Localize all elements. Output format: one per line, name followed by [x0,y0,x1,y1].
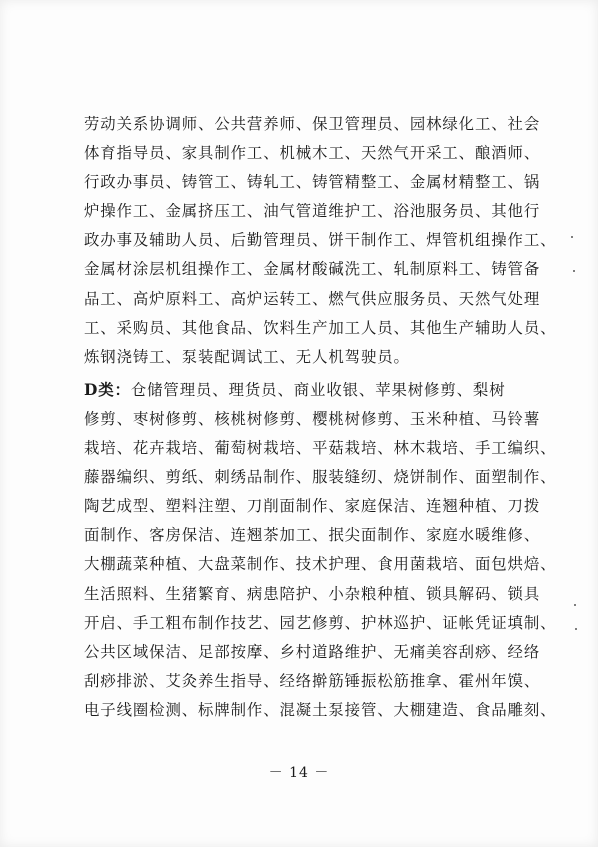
text-line: 大棚蔬菜种植、大盘菜制作、技术护理、食用菌栽培、面包烘焙、 [84,555,557,574]
text-line: 炉操作工、金属挤压工、油气管道维护工、浴池服务员、其他行 [84,202,541,221]
scan-speck [571,236,573,238]
page-number: － 14 － [268,765,330,781]
document-body [84,110,557,725]
scan-speck [575,628,577,630]
d-section-first-line [84,376,544,405]
text-line: 体育指导员、家具制作工、机械木工、天然气开采工、酿酒师、 [84,144,541,163]
text-line: 工、采购员、其他食品、饮料生产加工人员、其他生产辅助人员、 [84,318,557,337]
text-line: 行政办事员、铸管工、铸轧工、铸管精整工、金属材精整工、锅 [84,173,541,192]
d-section-label: D类： [84,380,131,399]
text-line: 陶艺成型、塑料注塑、刀削面制作、家庭保洁、连翘种植、刀拨 [84,497,541,516]
text-line: 品工、高炉原料工、高炉运转工、燃气供应服务员、天然气处理 [84,289,541,308]
text-line: 生活照料、生猪繁育、病患陪护、小杂粮种植、锁具解码、锁具 [84,584,541,603]
text-line: 金属材涂层机组操作工、金属材酸碱洗工、轧制原料工、铸管备 [84,260,541,279]
text-line: 修剪、枣树修剪、核桃树修剪、樱桃树修剪、玉米种植、马铃薯 [84,409,541,428]
text-line: 面制作、客房保洁、连翘茶加工、抿尖面制作、家庭水暖维修、 [84,526,541,545]
text-line: 开启、手工粗布制作技艺、园艺修剪、护林巡护、证帐凭证填制、 [84,613,557,632]
text-line: 栽培、花卉栽培、葡萄树栽培、平菇栽培、林木栽培、手工编织、 [84,439,557,458]
text-line: 公共区域保洁、足部按摩、乡村道路维护、无痛美容刮痧、经络 [84,642,541,661]
text-line: 炼钢浇铸工、泵装配调试工、无人机驾驶员。 [84,347,410,366]
text-line: 劳动关系协调师、公共营养师、保卫管理员、园林绿化工、社会 [84,115,541,133]
text-line: 藤器编织、剪纸、刺绣品制作、服装缝纫、烧饼制作、面塑制作、 [84,468,557,487]
d-section-first-text: 仓储管理员、理货员、商业收银、苹果树修剪、梨树 [130,380,506,399]
scan-speck [574,604,576,606]
text-line: 刮痧排淤、艾灸养生指导、经络擀筋锤振松筋推拿、霍州年馍、 [84,671,541,690]
text-line: 政办事及辅助人员、后勤管理员、饼干制作工、焊管机组操作工、 [84,231,557,250]
text-line: 电子线圈检测、标牌制作、混凝土泵接管、大棚建造、食品雕刻、 [84,700,557,719]
scan-speck [573,270,575,272]
